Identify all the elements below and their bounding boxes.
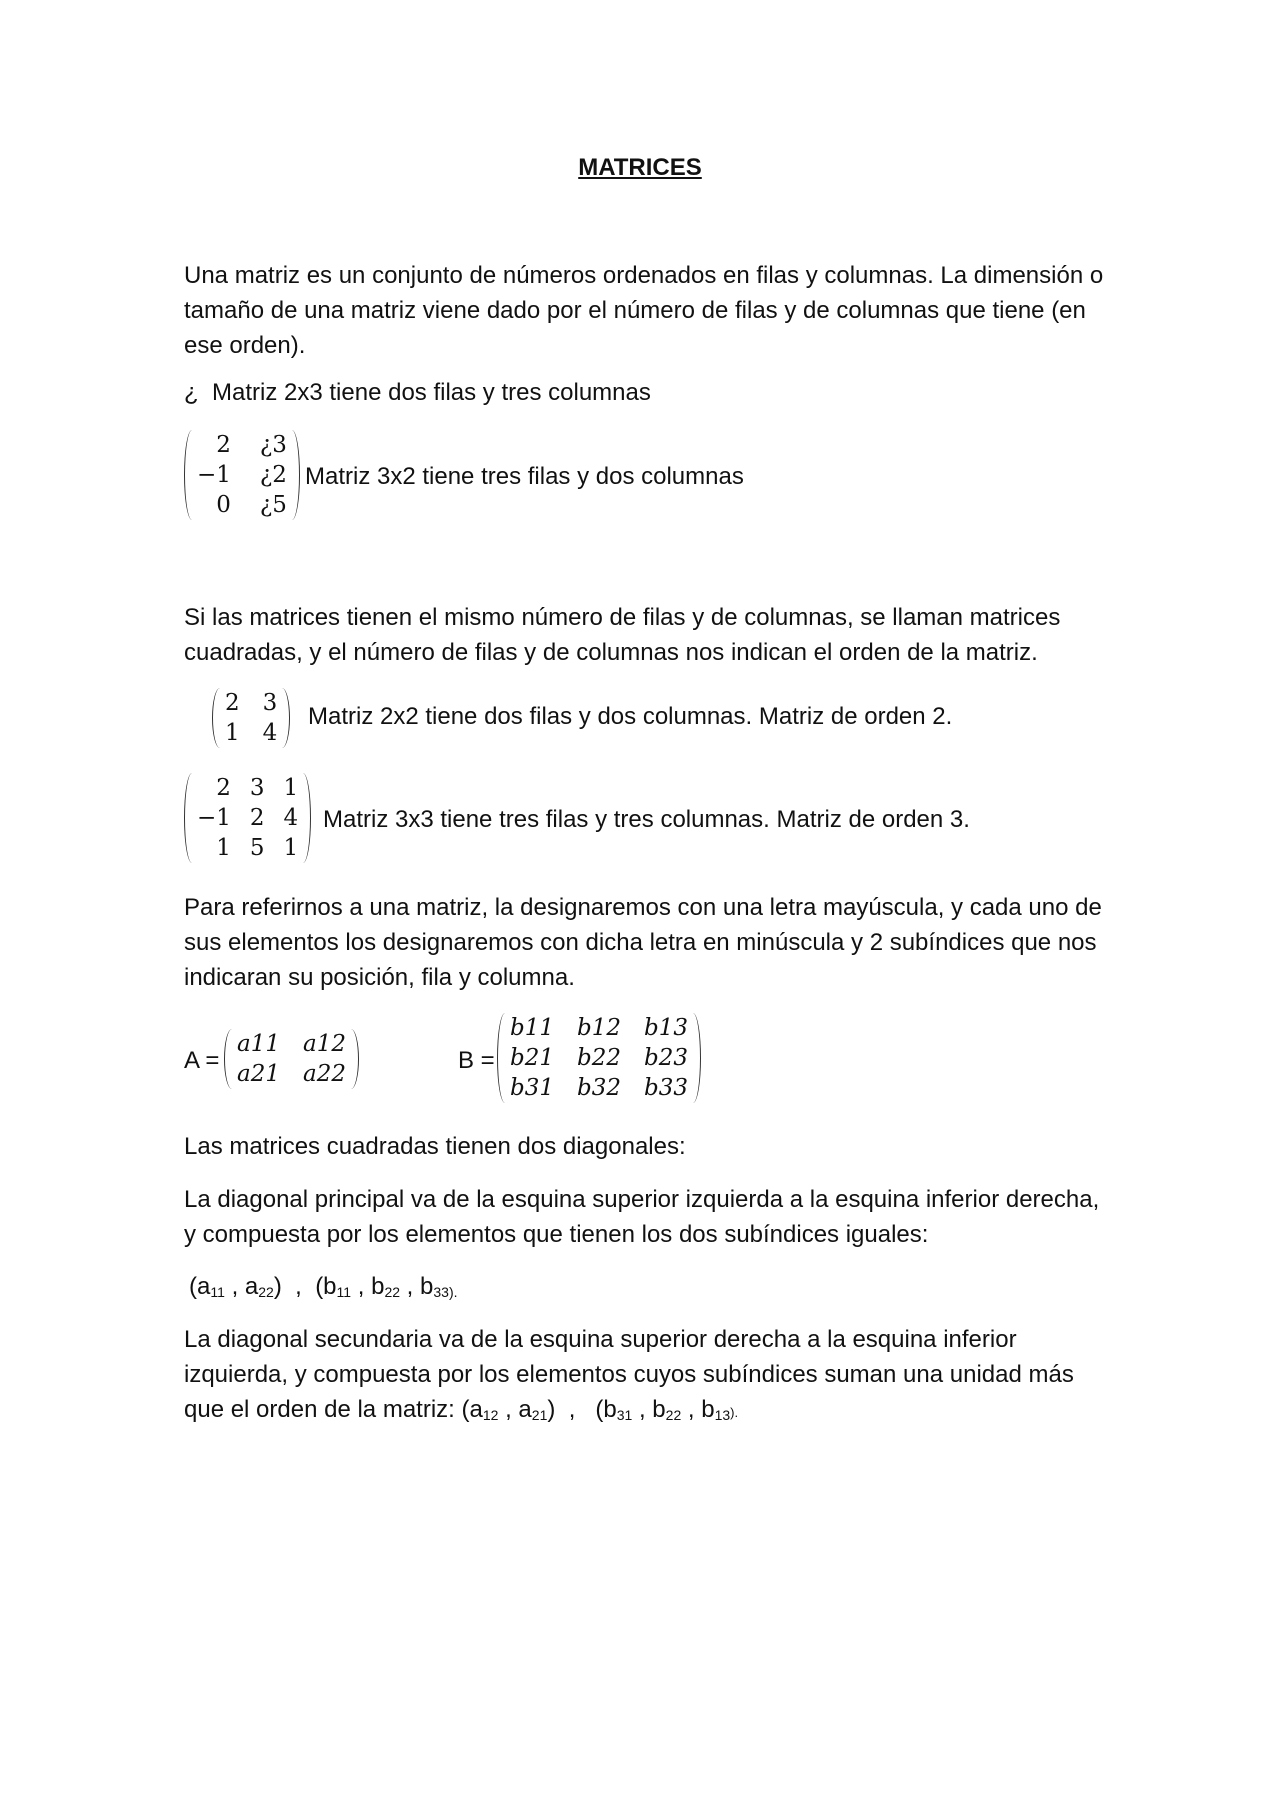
subscript: 22 [258, 1284, 274, 1300]
left-paren [224, 1029, 232, 1089]
matrix-2x2-caption: Matriz 2x2 tiene dos filas y dos columnas. Matriz de orden 2. [308, 703, 953, 730]
matrix-cell: 3 [249, 775, 265, 801]
matrix-3x2-grid [192, 430, 292, 520]
matrix-cell: a12 [302, 1031, 346, 1057]
matrix-row [220, 718, 282, 748]
subscript: 22 [665, 1407, 682, 1423]
matrix-cell: 2 [216, 775, 231, 801]
matrix-cell: 1 [283, 775, 299, 801]
element-text: , b [400, 1273, 434, 1300]
matrix-cell: b23 [644, 1045, 688, 1071]
matrix-row [192, 430, 292, 460]
matrix-row [192, 773, 303, 803]
matrix-cell: 0 [216, 492, 231, 518]
subscript: 33). [433, 1284, 458, 1300]
matrix-cell: b12 [577, 1015, 621, 1041]
left-paren [212, 688, 220, 748]
matrix-cell: a11 [237, 1031, 280, 1057]
element-text: (b [595, 1396, 617, 1423]
subscript: 31 [616, 1407, 633, 1423]
element-text: , b [351, 1273, 385, 1300]
intro-paragraph: Una matriz es un conjunto de números ordenados en filas y columnas. La dimensión o tamaño de una matriz viene dado por el número de filas y de columnas que tiene (en ese orden). [184, 262, 1104, 359]
subscript: 11 [336, 1284, 352, 1300]
element-text: a [197, 1273, 211, 1300]
matrix-cell: 2 [249, 805, 265, 831]
right-paren [303, 773, 311, 863]
element-text: , b [681, 1396, 715, 1423]
matrix-row [192, 460, 292, 490]
matrix-cell: −1 [197, 805, 231, 831]
matrix-cell: 5 [249, 835, 265, 861]
inverted-question-glyph: ¿ [184, 379, 199, 406]
matrix-a [224, 1029, 359, 1089]
close-paren-text: ) [273, 1273, 282, 1300]
principal-diagonal-paragraph: La diagonal principal va de la esquina superior izquierda a la esquina inferior derecha, y compuesta por los elementos que tienen los dos subíndices iguales: [184, 1186, 1100, 1248]
subscript: 22 [384, 1284, 401, 1300]
right-paren [693, 1013, 701, 1103]
separator: , [281, 1273, 316, 1300]
matrix-cell: a21 [237, 1061, 280, 1087]
matrix-row [232, 1029, 351, 1059]
matrix-b-label: B = [458, 1047, 495, 1074]
matrix-cell: 4 [283, 805, 299, 831]
open-paren-text: ( [189, 1273, 197, 1300]
matrix-cell: b21 [510, 1045, 554, 1071]
matrix-row [232, 1059, 351, 1089]
matrix-cell: b31 [510, 1075, 554, 1101]
right-paren [282, 688, 290, 748]
matrix-cell: b32 [577, 1075, 621, 1101]
matrix-2x2-grid [220, 688, 282, 748]
matrix-cell: 1 [225, 720, 240, 746]
secondary-diagonal-paragraph [184, 1322, 1114, 1430]
matrix-cell: −1 [197, 462, 231, 488]
matrix-cell: 2 [216, 432, 231, 458]
page-title: MATRICES [578, 154, 702, 181]
square-matrices-paragraph: Si las matrices tienen el mismo número de filas y de columnas, se llaman matrices cuadradas, y el número de filas y de columnas nos indican el orden de la matriz. [184, 604, 1061, 666]
element-text: (b [315, 1273, 337, 1300]
element-text: , a [224, 1273, 259, 1300]
matrix-b [497, 1013, 701, 1103]
notation-paragraph: Para referirnos a una matriz, la designaremos con una letra mayúscula, y cada uno de sus elementos los designaremos con dicha letra en minúscula y 2 subíndices que nos indicaran su posición, fila y columna. [184, 894, 1102, 991]
matrix-cell: b13 [644, 1015, 688, 1041]
matrix-cell: ¿5 [259, 492, 287, 518]
matrix-cell: 2 [225, 690, 240, 716]
matrix-cell: 1 [283, 835, 299, 861]
subscript: 12 [482, 1407, 499, 1423]
matrix-cell: 4 [262, 720, 278, 746]
matrix-row [505, 1073, 693, 1103]
matrix-3x2-caption: Matriz 3x2 tiene tres filas y dos columnas [305, 463, 744, 490]
matrix-3x2 [184, 430, 300, 520]
example-2x3-line [184, 375, 651, 410]
matrix-cell: b22 [577, 1045, 621, 1071]
secondary-diagonal-text: La diagonal secundaria va de la esquina superior derecha a la esquina inferior izquierda, y compuesta por los elementos cuyos subíndices suman una unidad más que el orden de la matriz: [184, 1326, 1074, 1423]
close-paren-text: ). [730, 1405, 739, 1420]
subscript: 21 [531, 1407, 548, 1423]
subscript: 13 [714, 1407, 731, 1423]
matrix-cell: b11 [510, 1015, 554, 1041]
matrix-cell: 3 [262, 690, 278, 716]
matrix-row [505, 1013, 693, 1043]
right-paren [292, 430, 300, 520]
subscript: 11 [210, 1284, 225, 1300]
matrix-2x2 [212, 688, 290, 748]
matrix-3x3-caption: Matriz 3x3 tiene tres filas y tres columnas. Matriz de orden 3. [323, 806, 970, 833]
element-text: , b [632, 1396, 666, 1423]
matrix-a-label: A = [184, 1047, 220, 1074]
matrix-a-grid [232, 1029, 351, 1089]
right-paren [351, 1029, 359, 1089]
matrix-cell: ¿2 [259, 462, 287, 488]
principal-diagonal-example [189, 1269, 458, 1304]
matrix-row [192, 803, 303, 833]
matrix-3x3 [184, 773, 311, 863]
matrix-row [192, 490, 292, 520]
matrix-cell: ¿3 [259, 432, 287, 458]
matrix-row [220, 688, 282, 718]
matrix-cell: a22 [302, 1061, 346, 1087]
matrix-b-grid [505, 1013, 693, 1103]
matrix-row [192, 833, 303, 863]
element-text: (a [461, 1396, 483, 1423]
left-paren [497, 1013, 505, 1103]
element-text: , a [498, 1396, 532, 1423]
left-paren [184, 773, 192, 863]
left-paren [184, 430, 192, 520]
matrix-cell: 1 [216, 835, 231, 861]
matrix-row [505, 1043, 693, 1073]
close-paren-text: ) [547, 1396, 556, 1423]
matrix-cell: b33 [644, 1075, 688, 1101]
diagonals-intro: Las matrices cuadradas tienen dos diagonales: [184, 1133, 686, 1160]
separator: , [555, 1396, 596, 1423]
example-2x3-caption: Matriz 2x3 tiene dos filas y tres columnas [212, 379, 651, 406]
matrix-3x3-grid [192, 773, 303, 863]
